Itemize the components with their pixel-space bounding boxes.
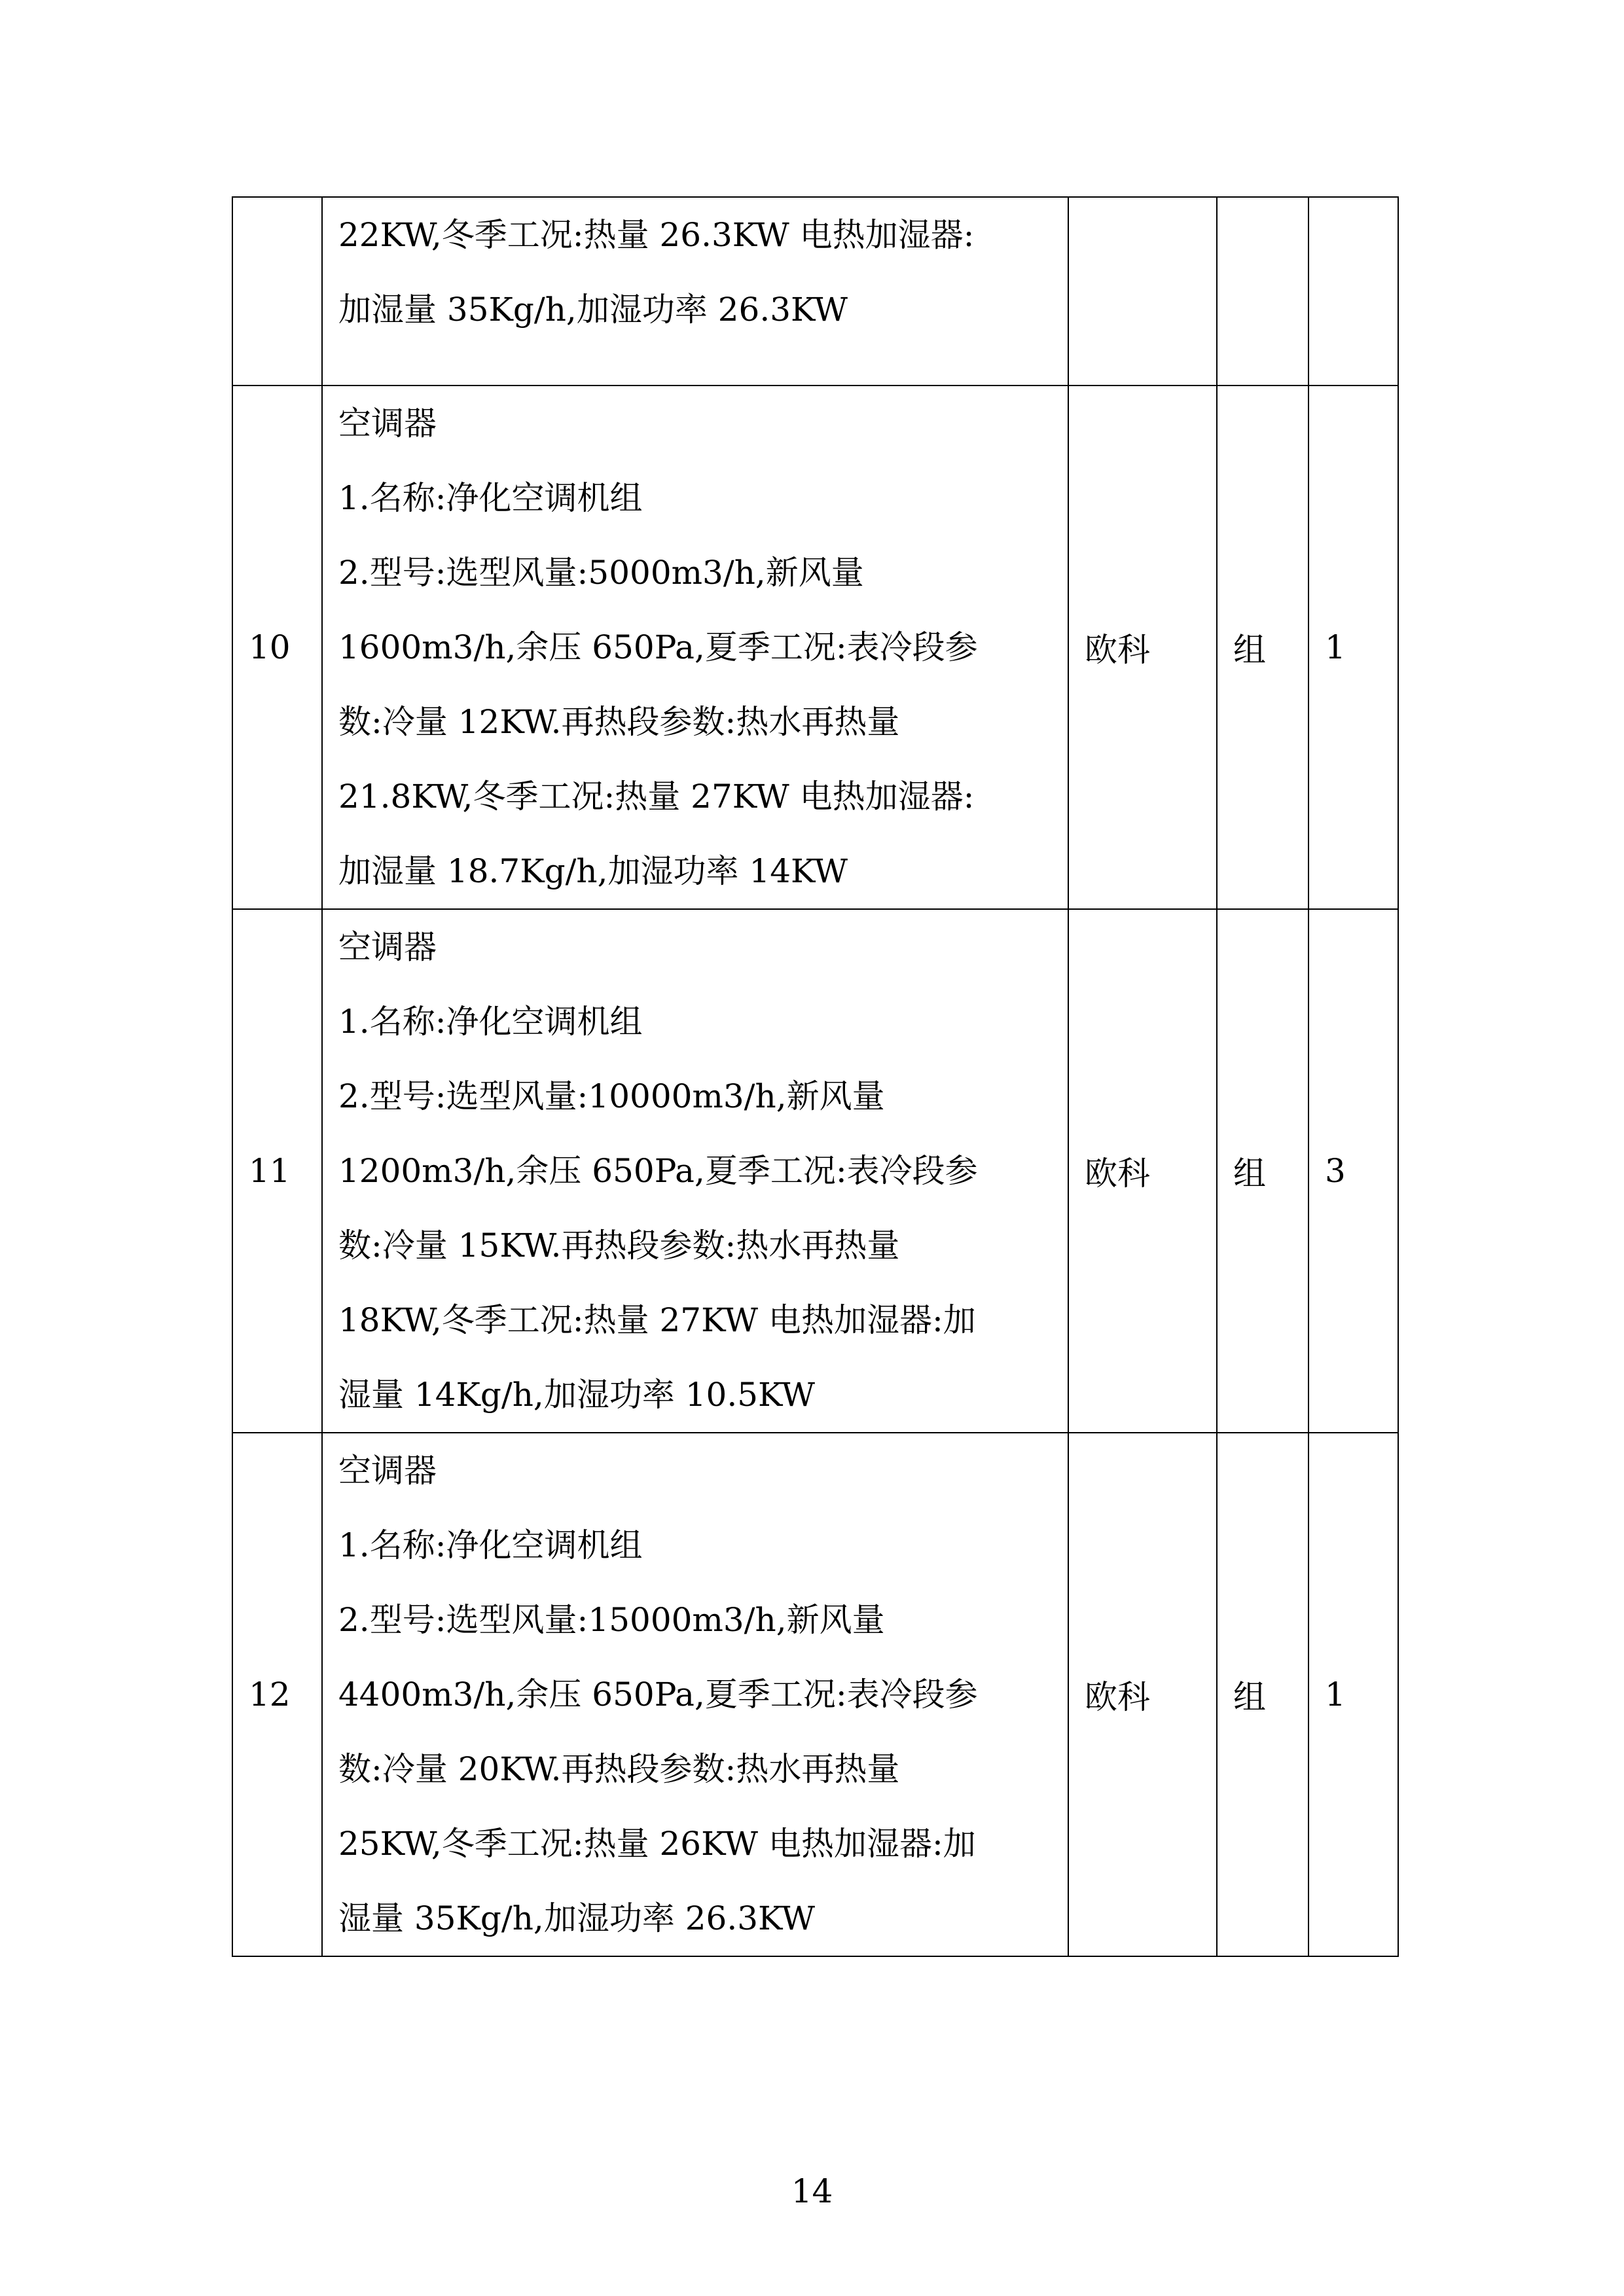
description-line: 数:冷量 15KW.再热段参数:热水再热量 xyxy=(338,1227,900,1265)
description-line: 4400m3/h,余压 650Pa,夏季工况:表冷段参 xyxy=(338,1676,978,1713)
item-number-cell: 12 xyxy=(232,1433,322,1956)
description-line: 空调器 xyxy=(338,1452,437,1490)
description-line: 数:冷量 12KW.再热段参数:热水再热量 xyxy=(338,703,900,741)
description-line: 加湿量 18.7Kg/h,加湿功率 14KW xyxy=(338,852,848,890)
item-number-cell: 10 xyxy=(232,386,322,909)
brand-cell: 欧科 xyxy=(1068,386,1217,909)
quantity-cell xyxy=(1308,197,1398,386)
description-line: 湿量 35Kg/h,加湿功率 26.3KW xyxy=(338,1899,816,1937)
quantity-cell: 1 xyxy=(1308,386,1398,909)
description-line: 1.名称:净化空调机组 xyxy=(338,479,643,517)
item-description-cell xyxy=(322,909,1068,1433)
table-row xyxy=(232,197,1398,386)
description-line: 25KW,冬季工况:热量 26KW 电热加湿器:加 xyxy=(338,1825,976,1863)
description-line: 18KW,冬季工况:热量 27KW 电热加湿器:加 xyxy=(338,1301,976,1339)
brand-cell: 欧科 xyxy=(1068,909,1217,1433)
equipment-spec-table xyxy=(232,196,1399,1957)
description-line: 2.型号:选型风量:10000m3/h,新风量 xyxy=(338,1077,885,1115)
item-description-cell xyxy=(322,197,1068,386)
description-line: 1200m3/h,余压 650Pa,夏季工况:表冷段参 xyxy=(338,1152,978,1190)
description-line: 2.型号:选型风量:15000m3/h,新风量 xyxy=(338,1601,885,1639)
quantity-cell: 1 xyxy=(1308,1433,1398,1956)
item-description-cell xyxy=(322,386,1068,909)
unit-cell: 组 xyxy=(1217,909,1308,1433)
table-row xyxy=(232,1433,1398,1956)
description-line: 22KW,冬季工况:热量 26.3KW 电热加湿器: xyxy=(338,216,975,254)
unit-cell: 组 xyxy=(1217,386,1308,909)
description-line: 空调器 xyxy=(338,928,437,966)
description-line: 1600m3/h,余压 650Pa,夏季工况:表冷段参 xyxy=(338,628,978,666)
item-description-cell xyxy=(322,1433,1068,1956)
table-row xyxy=(232,386,1398,909)
description-line: 空调器 xyxy=(338,404,437,442)
description-line: 数:冷量 20KW.再热段参数:热水再热量 xyxy=(338,1750,900,1788)
quantity-cell: 3 xyxy=(1308,909,1398,1433)
unit-cell xyxy=(1217,197,1308,386)
page-number: 14 xyxy=(791,2172,833,2210)
description-line: 2.型号:选型风量:5000m3/h,新风量 xyxy=(338,554,864,592)
brand-cell: 欧科 xyxy=(1068,1433,1217,1956)
brand-cell xyxy=(1068,197,1217,386)
unit-cell: 组 xyxy=(1217,1433,1308,1956)
description-line: 加湿量 35Kg/h,加湿功率 26.3KW xyxy=(338,291,848,329)
table-row xyxy=(232,909,1398,1433)
item-number-cell: 11 xyxy=(232,909,322,1433)
description-line: 21.8KW,冬季工况:热量 27KW 电热加湿器: xyxy=(338,778,975,816)
description-line: 湿量 14Kg/h,加湿功率 10.5KW xyxy=(338,1376,816,1414)
description-line: 1.名称:净化空调机组 xyxy=(338,1003,643,1041)
description-line: 1.名称:净化空调机组 xyxy=(338,1526,643,1564)
item-number-cell xyxy=(232,197,322,386)
